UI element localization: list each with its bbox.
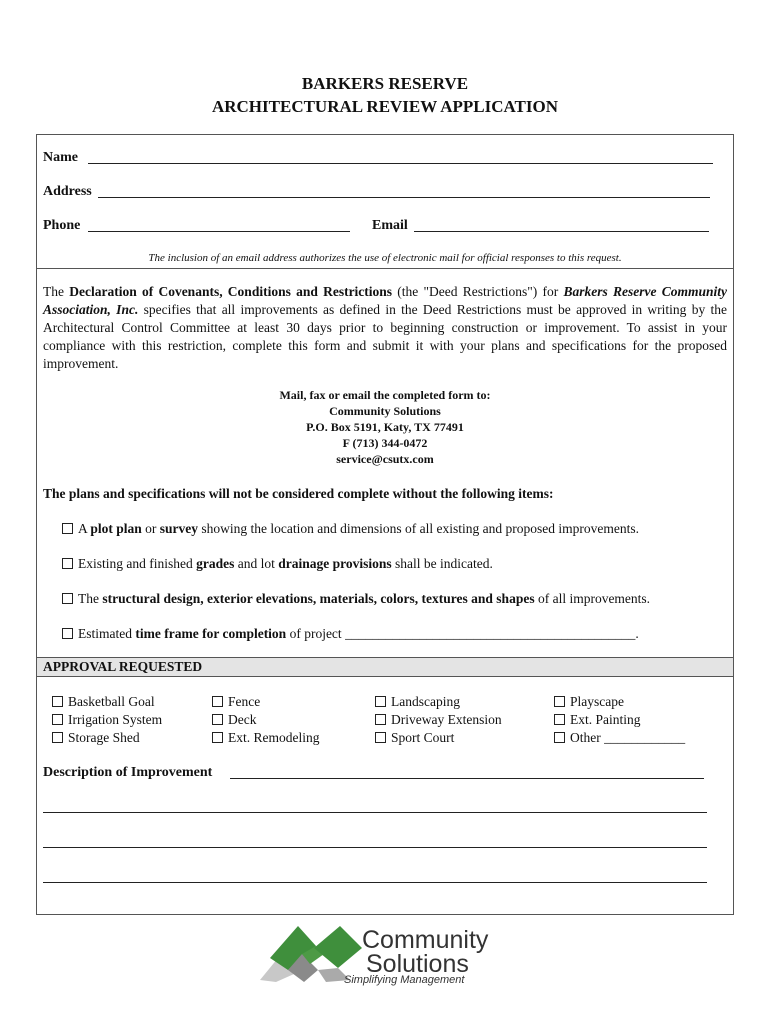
option-basketball-goal[interactable]: Basketball Goal [52,694,155,710]
option-sport-court[interactable]: Sport Court [375,730,454,746]
address-label: Address [43,184,92,199]
description-line[interactable] [43,812,707,813]
address-field[interactable] [98,183,710,198]
intro-paragraph: The Declaration of Covenants, Conditions and Restrictions (the "Deed Restrictions") for Barkers Reserve Community Association, Inc. specifies that all improvements as defined in the Deed Restrictions must be approved in writing by the Architectural Control Committee at least 30 days prior to beginning construction or improvement. To assist in your compliance with this restriction, complete this form and submit it with your plans and specifications for the proposed improvement. [43,284,727,371]
email-field[interactable] [414,217,709,232]
requirement-structural-design: The structural design, exterior elevations, materials, colors, textures and shapes of all improvements. [62,591,650,607]
mail-org: Community Solutions [329,404,441,418]
option-ext-remodeling[interactable]: Ext. Remodeling [212,730,320,746]
approval-header: APPROVAL REQUESTED [37,657,733,677]
option-fence[interactable]: Fence [212,694,260,710]
checkbox[interactable] [62,558,73,569]
option-landscaping[interactable]: Landscaping [375,694,460,710]
requirement-grades: Existing and finished grades and lot drainage provisions shall be indicated. [62,556,493,572]
requirement-plot-plan: A plot plan or survey showing the location and dimensions of all existing and proposed improvements. [62,521,639,537]
mail-heading: Mail, fax or email the completed form to: [279,388,491,402]
email-label: Email [372,218,408,233]
option-ext-painting[interactable]: Ext. Painting [554,712,641,728]
name-field[interactable] [88,149,713,164]
description-label: Description of Improvement [43,765,213,780]
form-title: BARKERS RESERVE [301,74,469,93]
checkbox[interactable] [62,628,73,639]
mail-po-box: P.O. Box 5191, Katy, TX 77491 [306,420,464,434]
email-note: The inclusion of an email address authorizes the use of electronic mail for official responses to this request. [148,252,622,264]
option-storage-shed[interactable]: Storage Shed [52,730,140,746]
phone-field[interactable] [88,217,350,232]
option-playscape[interactable]: Playscape [554,694,624,710]
checkbox[interactable] [62,523,73,534]
community-solutions-logo [258,922,518,992]
phone-label: Phone [43,218,81,233]
mail-email: service@csutx.com [336,452,434,466]
name-label: Name [43,150,78,165]
requirements-heading: The plans and specifications will not be considered complete without the following items: [43,486,554,501]
logo-line2: Solutions [366,950,469,978]
section-divider [36,268,734,269]
requirement-time-frame: Estimated time frame for completion of project ___________________________________________. [62,626,639,642]
mail-fax: F (713) 344-0472 [342,436,428,450]
logo-tagline: Simplifying Management [344,974,465,986]
logo-line1: Community [362,926,489,954]
option-deck[interactable]: Deck [212,712,256,728]
form-subtitle: ARCHITECTURAL REVIEW APPLICATION [211,97,559,116]
description-line[interactable] [43,882,707,883]
description-field[interactable] [230,764,704,779]
option-driveway-extension[interactable]: Driveway Extension [375,712,502,728]
description-line[interactable] [43,847,707,848]
checkbox[interactable] [62,593,73,604]
option-other[interactable]: Other ____________ [554,730,685,746]
option-irrigation-system[interactable]: Irrigation System [52,712,162,728]
